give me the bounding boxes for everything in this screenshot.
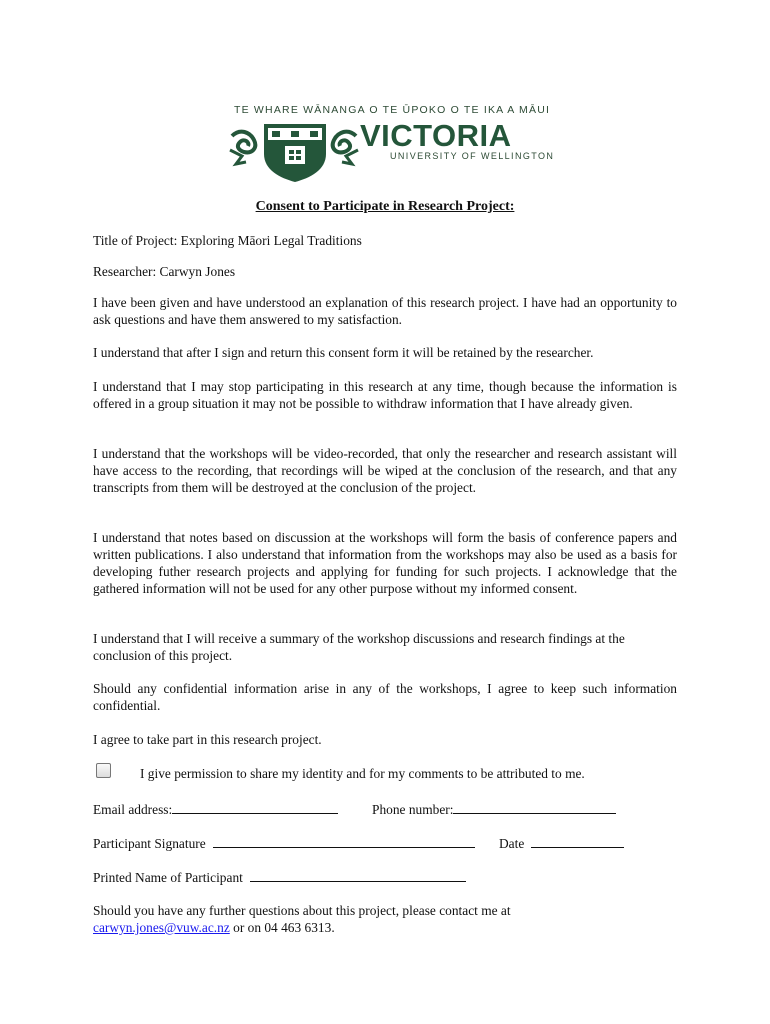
phone-field[interactable] [453,800,616,814]
university-crest-icon [228,120,360,182]
contact-email-link[interactable]: carwyn.jones@vuw.ac.nz [93,920,230,935]
date-field[interactable] [531,834,624,848]
permission-text: I give permission to share my identity and for my comments to be attributed to me. [140,766,585,781]
signature-row [93,834,475,852]
signature-label: Participant Signature [93,836,206,851]
contact-phone-text: or on 04 463 6313. [233,920,335,935]
phone-row [372,800,616,818]
consent-paragraph-5: I understand that notes based on discussion at the workshops will form the basis of conference papers and written publications. I also understand that information from the workshops may also be used as a basis for developing futher research projects and applying for funding for such projects. I acknowledge that the gathered information will not be used for any other purpose without my informed consent. [93,530,677,596]
consent-paragraph-7: Should any confidential information arise in any of the workshops, I agree to keep such information confidential. [93,681,677,713]
consent-paragraph-2: I understand that after I sign and return this consent form it will be retained by the researcher. [93,345,594,360]
printed-name-label: Printed Name of Participant [93,870,243,885]
university-logo [222,104,555,184]
date-label: Date [499,836,525,851]
printed-name-row [93,868,466,886]
logo-university-subtitle: UNIVERSITY OF WELLINGTON [390,151,555,161]
consent-paragraph-8: I agree to take part in this research project. [93,732,322,747]
date-row [499,834,624,852]
consent-paragraph-4: I understand that the workshops will be video-recorded, that only the researcher and research assistant will have access to the recording, that recordings will be wiped at the conclusion of the research, and that any transcripts from them will be destroyed at the conclusion of the project. [93,446,677,495]
email-row [93,800,338,818]
signature-field[interactable] [213,834,475,848]
email-label: Email address: [93,802,173,817]
logo-maori-name: TE WHARE WĀNANGA O TE ŪPOKO O TE IKA A MĀUI [234,104,551,116]
consent-paragraph-6: I understand that I will receive a summary of the workshop discussions and research findings at the conclusion of this project. [93,631,625,663]
consent-paragraph-1: I have been given and have understood an explanation of this research project. I have had an opportunity to ask questions and have them answered to my satisfaction. [93,295,677,327]
phone-label: Phone number: [372,802,454,817]
project-title: Title of Project: Exploring Māori Legal Traditions [93,233,362,248]
researcher-name: Researcher: Carwyn Jones [93,264,236,279]
consent-paragraph-3: I understand that I may stop participating in this research at any time, though because the information is offered in a group situation it may not be possible to withdraw information that I have already given. [93,379,677,411]
contact-paragraph [93,902,677,936]
permission-checkbox[interactable] [96,763,111,778]
email-field[interactable] [172,800,338,814]
contact-text: Should you have any further questions about this project, please contact me at [93,903,511,918]
logo-university-name: VICTORIA [360,118,512,153]
printed-name-field[interactable] [250,868,466,882]
form-title: Consent to Participate in Research Project: [255,199,515,214]
